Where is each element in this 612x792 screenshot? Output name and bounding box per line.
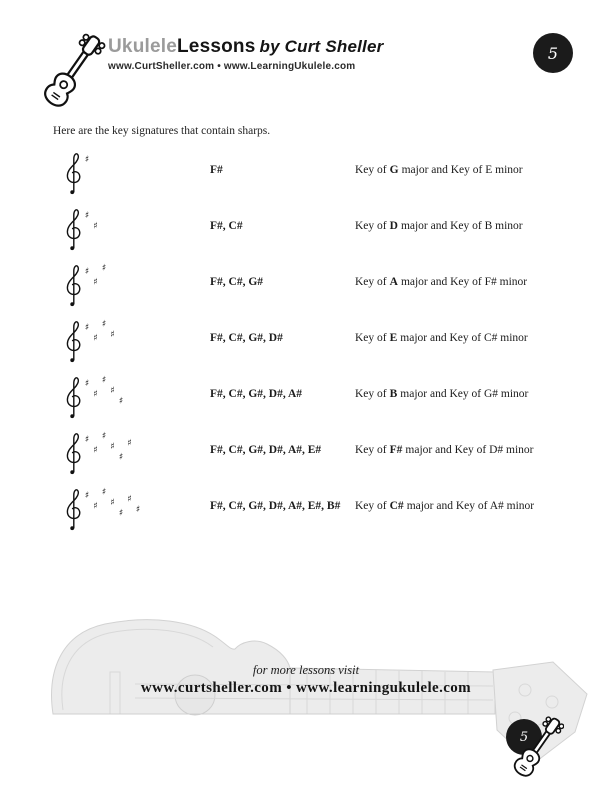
svg-text:♯: ♯ <box>110 442 115 453</box>
key-signature-row <box>0 479 612 535</box>
svg-text:♯: ♯ <box>84 323 90 334</box>
page-number-badge-top <box>533 33 573 73</box>
svg-text:♯: ♯ <box>93 389 98 400</box>
svg-text:♯: ♯ <box>127 494 132 505</box>
svg-text:♯: ♯ <box>110 386 115 397</box>
brand-title <box>108 36 383 58</box>
page-number-top: 5 <box>547 43 559 63</box>
sharps-label: F#, C#, G#, D# <box>210 332 283 344</box>
svg-text:♯: ♯ <box>135 505 141 516</box>
major-key: D <box>389 220 398 232</box>
brand-block <box>108 36 383 72</box>
key-description: Key of F# major and Key of D# minor <box>355 444 534 456</box>
staff-notation <box>63 319 203 365</box>
major-key: E <box>389 332 398 344</box>
intro-text: Here are the key signatures that contain sharps. <box>53 125 271 137</box>
ukulele-icon <box>508 715 564 781</box>
svg-text:♯: ♯ <box>101 487 107 498</box>
svg-text:♯: ♯ <box>93 445 98 456</box>
svg-text:♯: ♯ <box>84 155 90 166</box>
svg-text:♯: ♯ <box>118 396 124 407</box>
major-key: B <box>389 388 398 400</box>
svg-text:♯: ♯ <box>93 333 98 344</box>
svg-text:♯: ♯ <box>84 491 90 502</box>
major-key: G <box>389 164 399 176</box>
major-key: C# <box>389 500 404 512</box>
footer-tagline: for more lessons visit <box>252 663 360 677</box>
svg-text:♯: ♯ <box>118 452 124 463</box>
footer-urls[interactable]: www.curtsheller.com • www.learningukulele.com <box>140 680 472 696</box>
staff-notation <box>63 151 203 197</box>
key-description: Key of A major and Key of F# minor <box>355 276 528 288</box>
key-description: Key of D major and Key of B minor <box>355 220 523 232</box>
key-description: Key of G major and Key of E minor <box>355 164 523 176</box>
svg-text:♯: ♯ <box>110 498 115 509</box>
key-description: Key of E major and Key of C# minor <box>355 332 528 344</box>
staff-notation <box>63 207 203 253</box>
svg-text:♯: ♯ <box>93 221 98 232</box>
svg-text:♯: ♯ <box>84 211 90 222</box>
key-signature-row <box>0 423 612 479</box>
sharps-label: F#, C# <box>210 220 243 232</box>
major-key: A <box>389 276 398 288</box>
key-description: Key of B major and Key of G# minor <box>355 388 529 400</box>
key-signature-row <box>0 367 612 423</box>
staff-notation <box>63 431 203 477</box>
sharps-label: F#, C#, G#, D#, A#, E#, B# <box>210 500 341 512</box>
svg-text:♯: ♯ <box>127 438 132 449</box>
svg-text:♯: ♯ <box>101 319 107 330</box>
sharps-label: F# <box>210 164 223 176</box>
staff-notation <box>63 263 203 309</box>
sharps-label: F#, C#, G#, D#, A#, E# <box>210 444 322 456</box>
key-description: Key of C# major and Key of A# minor <box>355 500 535 512</box>
svg-text:♯: ♯ <box>84 435 90 446</box>
key-signature-row <box>0 199 612 255</box>
svg-text:♯: ♯ <box>101 431 107 442</box>
brand-title-author: by Curt Sheller <box>259 37 384 56</box>
brand-title-ukulele: Ukulele <box>108 36 177 57</box>
key-signature-row <box>0 311 612 367</box>
header-urls[interactable]: www.CurtSheller.com • www.LearningUkulele.com <box>108 61 356 72</box>
svg-text:♯: ♯ <box>93 277 98 288</box>
staff-notation <box>63 375 203 421</box>
svg-text:♯: ♯ <box>101 263 107 274</box>
svg-text:♯: ♯ <box>84 379 90 390</box>
svg-text:♯: ♯ <box>93 501 98 512</box>
svg-text:♯: ♯ <box>110 330 115 341</box>
svg-text:♯: ♯ <box>118 508 124 519</box>
svg-text:♯: ♯ <box>101 375 107 386</box>
page-number-bottom: 5 <box>519 729 529 745</box>
key-signature-row <box>0 143 612 199</box>
page-footer <box>0 663 612 697</box>
brand-title-lessons: Lessons <box>177 36 256 57</box>
sharps-label: F#, C#, G#, D#, A# <box>210 388 302 400</box>
svg-text:♯: ♯ <box>84 267 90 278</box>
ukulele-icon <box>35 32 107 112</box>
sharps-label: F#, C#, G# <box>210 276 264 288</box>
major-key: F# <box>389 444 403 456</box>
key-signature-row <box>0 255 612 311</box>
staff-notation <box>63 487 203 533</box>
